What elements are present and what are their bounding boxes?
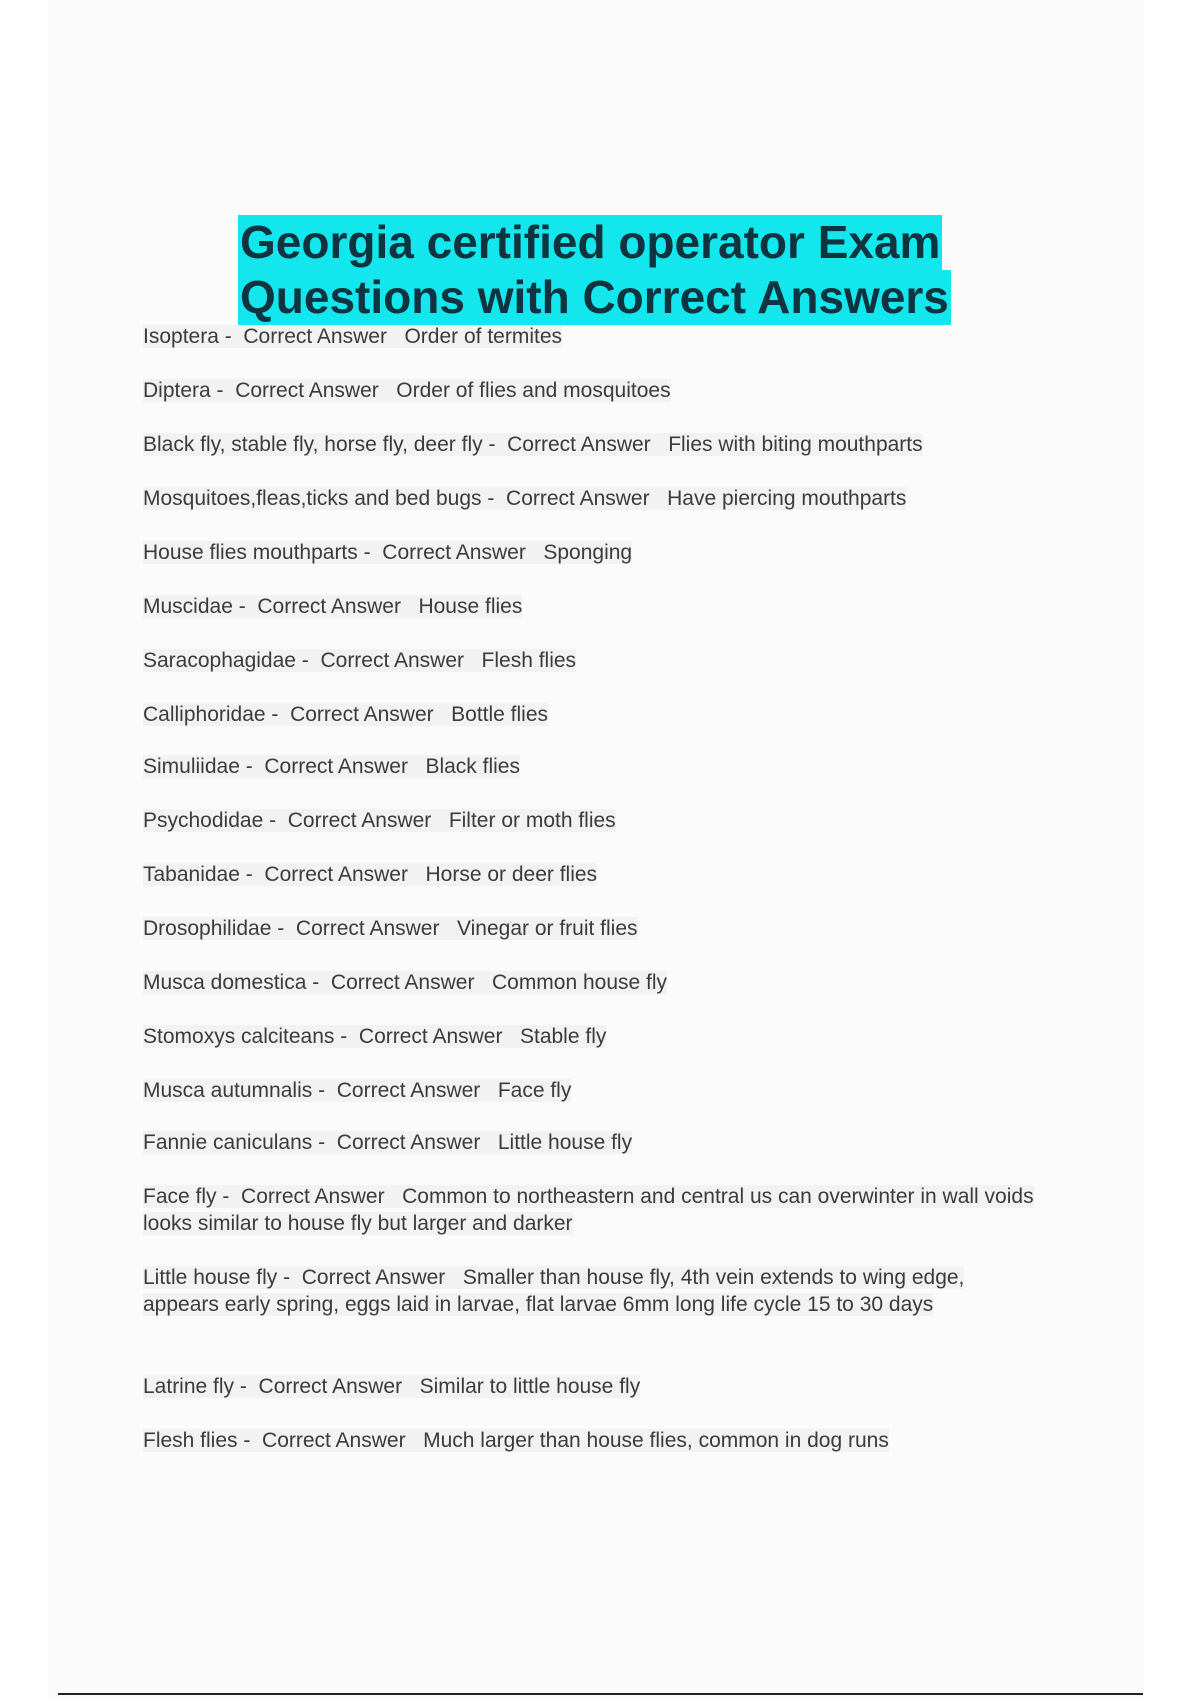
qa-answer-label: Correct Answer: [507, 433, 651, 456]
qa-answer-label: Correct Answer: [264, 755, 408, 778]
qa-item: Musca domestica - Correct Answer Common house fly: [143, 971, 668, 994]
qa-answer: Order of flies and mosquitoes: [396, 379, 671, 402]
qa-term: Isoptera: [143, 325, 219, 348]
qa-term: Tabanidae: [143, 863, 240, 886]
qa-item: Diptera - Correct Answer Order of flies and mosquitoes: [143, 379, 671, 402]
qa-answer-label: Correct Answer: [258, 1375, 403, 1398]
qa-item: Fannie caniculans - Correct Answer Little house fly: [143, 1131, 633, 1154]
qa-item: Musca autumnalis - Correct Answer Face fly: [143, 1079, 572, 1102]
qa-answer: Much larger than house flies, common in dog runs: [423, 1429, 889, 1452]
qa-term: Saracophagidae: [143, 649, 296, 672]
qa-answer: Smaller than house fly, 4th vein extends to wing edge, appears early spring, eggs laid in larvae, flat larvae 6mm long life cycle 15 to 30 days: [143, 1266, 965, 1316]
qa-answer: Common to northeastern and central us can overwinter in wall voids looks similar to house fly but larger and darker: [143, 1185, 1034, 1235]
qa-answer-label: Correct Answer: [358, 1025, 503, 1048]
qa-item: Stomoxys calciteans - Correct Answer Stable fly: [143, 1025, 607, 1048]
qa-answer-label: Correct Answer: [336, 1131, 481, 1154]
qa-item: Calliphoridae - Correct Answer Bottle flies: [143, 703, 549, 726]
bottom-rule: [58, 1693, 1143, 1695]
qa-answer: Face fly: [497, 1079, 572, 1102]
qa-answer: Similar to little house fly: [419, 1375, 641, 1398]
qa-answer: Little house fly: [497, 1131, 633, 1154]
qa-term: Psychodidae: [143, 809, 264, 832]
qa-answer: Vinegar or fruit flies: [456, 917, 638, 940]
qa-answer: Horse or deer flies: [425, 863, 598, 886]
qa-term: Calliphoridae: [143, 703, 266, 726]
qa-answer-label: Correct Answer: [290, 703, 434, 726]
qa-answer: Filter or moth flies: [448, 809, 616, 832]
qa-answer: Bottle flies: [451, 703, 549, 726]
qa-item: Black fly, stable fly, horse fly, deer fly - Correct Answer Flies with biting mouthparts: [143, 433, 923, 456]
qa-term: Mosquitoes,fleas,ticks and bed bugs: [143, 487, 482, 510]
qa-item: Muscidae - Correct Answer House flies: [143, 595, 523, 618]
qa-term: Musca autumnalis: [143, 1079, 313, 1102]
qa-term: Muscidae: [143, 595, 233, 618]
qa-item: Flesh flies - Correct Answer Much larger than house flies, common in dog runs: [143, 1429, 889, 1452]
qa-term: Drosophilidae: [143, 917, 272, 940]
qa-answer-label: Correct Answer: [330, 971, 475, 994]
qa-term: Flesh flies: [143, 1429, 238, 1452]
qa-answer-label: Correct Answer: [262, 1429, 406, 1452]
qa-term: Fannie caniculans: [143, 1131, 313, 1154]
qa-answer: Have piercing mouthparts: [667, 487, 907, 510]
qa-item: Drosophilidae - Correct Answer Vinegar or fruit flies: [143, 917, 638, 940]
qa-term: Musca domestica: [143, 971, 307, 994]
qa-answer-label: Correct Answer: [336, 1079, 481, 1102]
title-line-1: Georgia certified operator Exam: [240, 216, 941, 268]
title-line-2: Questions with Correct Answers: [240, 271, 949, 323]
qa-answer-label: Correct Answer: [382, 541, 526, 564]
qa-term: House flies mouthparts: [143, 541, 358, 564]
qa-item: Little house fly - Correct Answer Smaller than house fly, 4th vein extends to wing edge, appears early spring, eggs laid in larvae, flat larvae 6mm long life cycle 15 to 30 days: [143, 1266, 965, 1316]
qa-item: Face fly - Correct Answer Common to northeastern and central us can overwinter in wall voids looks similar to house fly but larger and darker: [143, 1185, 1034, 1235]
qa-answer: Order of termites: [404, 325, 562, 348]
qa-item: Latrine fly - Correct Answer Similar to little house fly: [143, 1375, 641, 1398]
qa-answer-label: Correct Answer: [243, 325, 387, 348]
qa-answer-label: Correct Answer: [301, 1266, 446, 1289]
qa-item: Isoptera - Correct Answer Order of termites: [143, 325, 562, 348]
qa-term: Black fly, stable fly, horse fly, deer fly: [143, 433, 483, 456]
qa-answer: House flies: [418, 595, 523, 618]
qa-answer-label: Correct Answer: [506, 487, 650, 510]
qa-answer-label: Correct Answer: [264, 863, 408, 886]
qa-term: Simuliidae: [143, 755, 240, 778]
qa-item: Simuliidae - Correct Answer Black flies: [143, 755, 520, 778]
qa-item: Tabanidae - Correct Answer Horse or deer flies: [143, 863, 598, 886]
qa-answer-label: Correct Answer: [295, 917, 440, 940]
qa-term: Latrine fly: [143, 1375, 235, 1398]
qa-item: Saracophagidae - Correct Answer Flesh flies: [143, 649, 577, 672]
qa-term: Diptera: [143, 379, 211, 402]
qa-answer-label: Correct Answer: [287, 809, 432, 832]
qa-answer: Flies with biting mouthparts: [668, 433, 923, 456]
qa-item: House flies mouthparts - Correct Answer Sponging: [143, 541, 633, 564]
qa-term: Little house fly: [143, 1266, 278, 1289]
qa-answer: Sponging: [543, 541, 633, 564]
qa-answer: Stable fly: [519, 1025, 607, 1048]
document-title: [238, 215, 964, 325]
qa-term: Face fly: [143, 1185, 217, 1208]
qa-answer: Common house fly: [491, 971, 668, 994]
qa-answer-label: Correct Answer: [235, 379, 379, 402]
qa-term: Stomoxys calciteans: [143, 1025, 335, 1048]
qa-answer: Black flies: [425, 755, 520, 778]
qa-answer-label: Correct Answer: [320, 649, 465, 672]
qa-answer-label: Correct Answer: [257, 595, 401, 618]
qa-item: Mosquitoes,fleas,ticks and bed bugs - Correct Answer Have piercing mouthparts: [143, 487, 907, 510]
qa-item: Psychodidae - Correct Answer Filter or moth flies: [143, 809, 616, 832]
qa-answer: Flesh flies: [481, 649, 577, 672]
qa-answer-label: Correct Answer: [241, 1185, 385, 1208]
